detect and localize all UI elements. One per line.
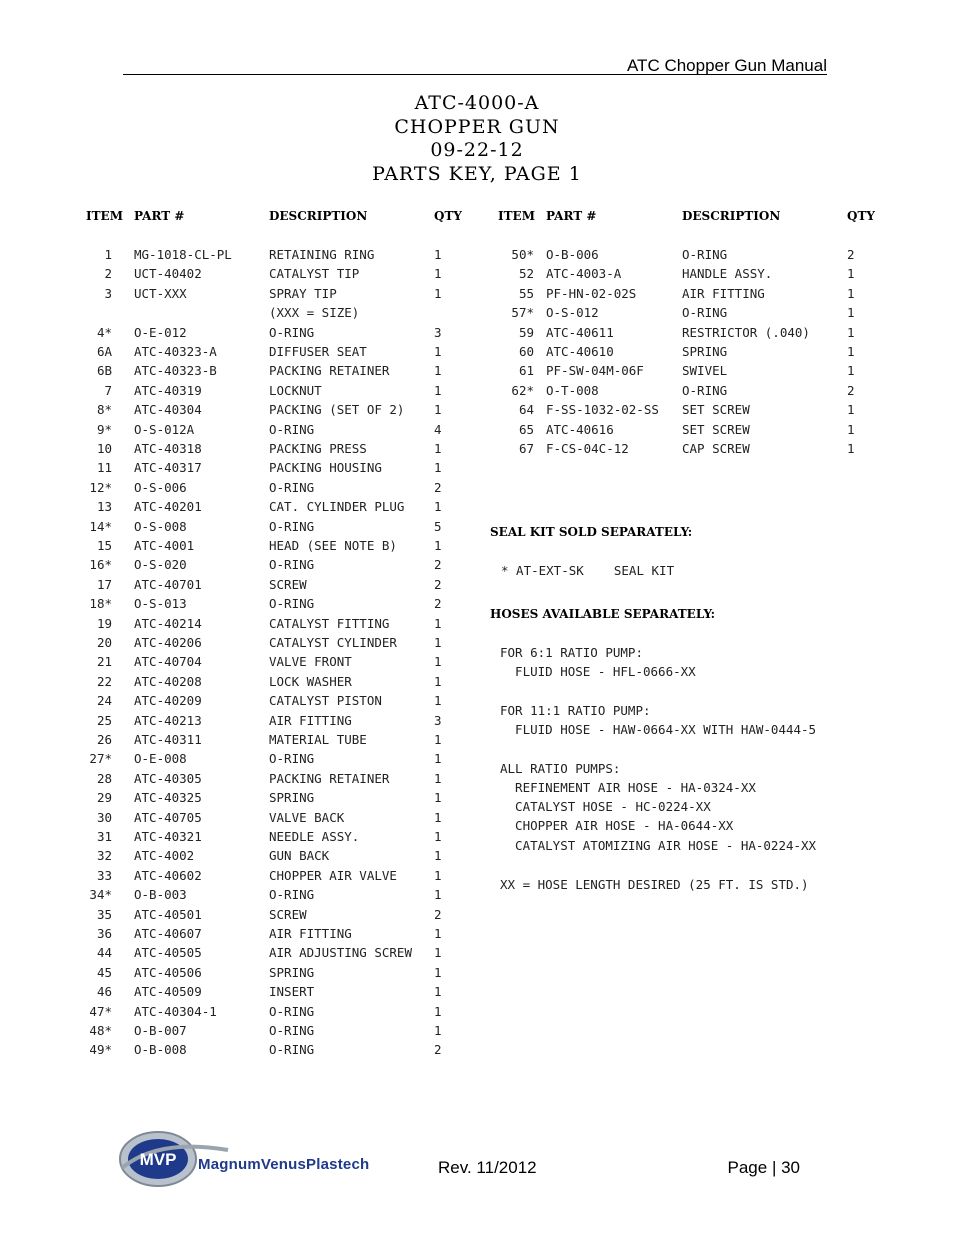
table-cell-qty: 1 bbox=[434, 344, 442, 359]
table-cell-part: O-S-020 bbox=[134, 557, 187, 573]
table-cell-part: ATC-40304 bbox=[134, 402, 202, 418]
logo-mark-text: MVP bbox=[139, 1150, 177, 1169]
table-cell-qty: 1 bbox=[847, 402, 855, 418]
table-cell-part: ATC-40321 bbox=[134, 829, 202, 844]
table-cell-part: ATC-4001 bbox=[134, 538, 195, 553]
table-cell-item: 36 bbox=[96, 926, 112, 941]
table-cell-item bbox=[86, 303, 112, 322]
table-cell-description: SWIVEL bbox=[682, 363, 728, 379]
company-name: MagnumVenusPlastech bbox=[198, 1156, 370, 1173]
table-cell-qty: 1 bbox=[847, 266, 855, 282]
table-cell-qty: 1 bbox=[434, 848, 442, 864]
table-cell-part: O-E-012 bbox=[134, 324, 187, 340]
table-cell-description: AIR ADJUSTING SCREW bbox=[269, 945, 412, 961]
table-cell-description: O-RING bbox=[269, 1023, 315, 1038]
table-cell-part: ATC-40701 bbox=[134, 576, 202, 592]
table-cell-qty: 2 bbox=[434, 906, 442, 922]
table-cell-description: CAT. CYLINDER PLUG bbox=[269, 499, 405, 515]
table-cell-description: MATERIAL TUBE bbox=[269, 732, 367, 747]
table-cell-description: O-RING bbox=[269, 479, 315, 495]
seal-kit-heading: SEAL KIT SOLD SEPARATELY: bbox=[490, 525, 693, 539]
table-cell-description: O-RING bbox=[269, 1042, 315, 1058]
table-cell-description: RESTRICTOR (.040) bbox=[682, 324, 810, 340]
table-cell-description: HANDLE ASSY. bbox=[682, 266, 773, 282]
table-cell-part: ATC-40323-A bbox=[134, 344, 217, 359]
left-header-qty: QTY bbox=[434, 209, 462, 223]
table-cell-item: 6B bbox=[96, 363, 112, 379]
table-cell-item: 46 bbox=[96, 984, 112, 1000]
table-cell-description: CHOPPER AIR VALVE bbox=[269, 867, 397, 883]
table-cell-part: O-T-008 bbox=[546, 382, 599, 398]
table-cell-description: RETAINING RING bbox=[269, 247, 375, 262]
table-cell-part: F-CS-04C-12 bbox=[546, 441, 629, 456]
table-cell-part: ATC-40506 bbox=[134, 964, 202, 980]
hose-note-line: REFINEMENT AIR HOSE - HA-0324-XX bbox=[500, 780, 756, 795]
table-cell-item: 47* bbox=[89, 1003, 112, 1019]
table-cell-description: O-RING bbox=[269, 557, 315, 573]
table-cell-qty: 1 bbox=[434, 693, 442, 709]
table-cell-item: 15 bbox=[96, 538, 112, 553]
table-cell-qty: 1 bbox=[434, 285, 442, 301]
table-cell-item: 44 bbox=[96, 945, 112, 961]
table-cell-part: PF-HN-02-02S bbox=[546, 285, 637, 301]
table-cell-qty: 1 bbox=[434, 538, 442, 553]
table-cell-qty: 1 bbox=[434, 964, 442, 980]
table-cell-part: O-S-008 bbox=[134, 518, 187, 534]
table-cell-qty: 1 bbox=[434, 460, 442, 476]
table-cell-qty: 1 bbox=[847, 363, 855, 379]
table-cell-description: O-RING bbox=[269, 324, 315, 340]
hose-note-line: CATALYST ATOMIZING AIR HOSE - HA-0224-XX bbox=[500, 838, 817, 853]
table-cell-description: O-RING bbox=[682, 247, 728, 262]
table-cell-qty: 1 bbox=[434, 1023, 442, 1038]
table-cell-qty: 1 bbox=[847, 441, 855, 456]
table-cell-qty: 1 bbox=[434, 945, 442, 961]
table-cell-qty: 2 bbox=[434, 557, 442, 573]
table-cell-item: 9* bbox=[96, 421, 112, 437]
table-cell-description: O-RING bbox=[682, 305, 728, 321]
table-cell-item: 3 bbox=[104, 285, 112, 301]
table-cell-description: SET SCREW bbox=[682, 402, 750, 418]
table-cell-item: 35 bbox=[96, 906, 112, 922]
table-cell-item: 10 bbox=[96, 441, 112, 456]
table-cell-item: 61 bbox=[518, 363, 534, 379]
table-cell-part: PF-SW-04M-06F bbox=[546, 363, 644, 379]
table-cell-part: ATC-40311 bbox=[134, 732, 202, 747]
table-cell-qty: 1 bbox=[847, 305, 855, 321]
table-cell-part: ATC-40317 bbox=[134, 460, 202, 476]
table-cell-description: SPRING bbox=[269, 790, 315, 806]
table-cell-qty: 2 bbox=[434, 1042, 442, 1058]
table-cell-part: ATC-40304-1 bbox=[134, 1003, 217, 1019]
table-cell-item: 11 bbox=[96, 460, 112, 476]
table-cell-qty: 1 bbox=[434, 673, 442, 689]
hose-note-line: CATALYST HOSE - HC-0224-XX bbox=[500, 799, 711, 814]
table-cell-qty: 1 bbox=[434, 382, 442, 398]
table-cell-description: PACKING (SET OF 2) bbox=[269, 402, 405, 418]
table-cell-item: 30 bbox=[96, 809, 112, 825]
table-cell-part: O-S-012 bbox=[546, 305, 599, 321]
table-cell-description: SPRING bbox=[682, 344, 728, 359]
table-cell-qty: 1 bbox=[434, 732, 442, 747]
table-cell-item: 2 bbox=[104, 266, 112, 282]
table-cell-item: 33 bbox=[96, 867, 112, 883]
table-cell-part: ATC-40325 bbox=[134, 790, 202, 806]
table-cell-part: ATC-40214 bbox=[134, 615, 202, 631]
table-cell-part: O-B-008 bbox=[134, 1042, 187, 1058]
table-cell-item: 17 bbox=[96, 576, 112, 592]
table-cell-item: 22 bbox=[96, 673, 112, 689]
table-cell-part: O-B-003 bbox=[134, 887, 187, 903]
table-cell-part: ATC-40705 bbox=[134, 809, 202, 825]
table-cell-part: ATC-40209 bbox=[134, 693, 202, 709]
table-cell-item: 29 bbox=[96, 790, 112, 806]
table-cell-qty: 1 bbox=[434, 247, 442, 262]
table-cell-description: NEEDLE ASSY. bbox=[269, 829, 360, 844]
table-cell-item: 60 bbox=[518, 344, 534, 359]
table-cell-qty: 2 bbox=[847, 247, 855, 262]
table-cell-qty: 1 bbox=[434, 1003, 442, 1019]
table-cell-qty: 1 bbox=[434, 809, 442, 825]
hose-note-line: FLUID HOSE - HAW-0664-XX WITH HAW-0444-5 bbox=[500, 722, 817, 737]
table-cell-qty: 1 bbox=[434, 363, 442, 379]
hose-note-line: CHOPPER AIR HOSE - HA-0644-XX bbox=[500, 818, 734, 833]
table-cell-part: ATC-40611 bbox=[546, 324, 614, 340]
table-cell-item: 7 bbox=[104, 382, 112, 398]
table-cell-qty: 1 bbox=[434, 654, 442, 670]
table-cell-item: 65 bbox=[518, 421, 534, 437]
title-parts-key: PARTS KEY, PAGE 1 bbox=[372, 162, 582, 185]
table-cell-part: ATC-40704 bbox=[134, 654, 202, 670]
table-cell-description: O-RING bbox=[269, 518, 315, 534]
page-number: Page | 30 bbox=[727, 1158, 800, 1177]
table-cell-qty: 1 bbox=[434, 829, 442, 844]
table-cell-item: 14* bbox=[89, 518, 112, 534]
table-cell-description: LOCK WASHER bbox=[269, 673, 352, 689]
table-cell-part: O-S-012A bbox=[134, 421, 195, 437]
right-header-part: PART # bbox=[546, 209, 597, 223]
table-cell-item: 24 bbox=[96, 693, 112, 709]
table-cell-item: 27* bbox=[89, 751, 112, 767]
table-cell-item: 25 bbox=[96, 712, 112, 728]
left-header-part: PART # bbox=[134, 209, 185, 223]
table-cell-qty: 3 bbox=[434, 712, 442, 728]
table-cell-qty: 1 bbox=[434, 751, 442, 767]
table-cell-qty: 1 bbox=[847, 344, 855, 359]
table-cell-qty: 2 bbox=[434, 479, 442, 495]
table-cell-part: ATC-4002 bbox=[134, 848, 195, 864]
table-cell-item: 55 bbox=[518, 285, 534, 301]
table-cell-qty: 1 bbox=[434, 402, 442, 418]
table-cell-part: O-B-007 bbox=[134, 1023, 187, 1038]
table-cell-description: O-RING bbox=[269, 751, 315, 767]
table-cell-description: O-RING bbox=[269, 887, 315, 903]
table-cell-description: PACKING RETAINER bbox=[269, 363, 390, 379]
table-cell-part: O-S-006 bbox=[134, 479, 187, 495]
table-cell-description: AIR FITTING bbox=[269, 712, 352, 728]
table-cell-description: O-RING bbox=[269, 1003, 315, 1019]
table-cell-description: INSERT bbox=[269, 984, 315, 1000]
table-cell-part: ATC-40305 bbox=[134, 770, 202, 786]
table-cell-qty: 1 bbox=[434, 266, 442, 282]
table-cell-description: HEAD (SEE NOTE B) bbox=[269, 538, 397, 553]
table-cell-item: 20 bbox=[96, 635, 112, 650]
table-cell-description: AIR FITTING bbox=[269, 926, 352, 941]
table-cell-part: UCT-40402 bbox=[134, 266, 202, 282]
table-cell-item: 52 bbox=[518, 266, 534, 282]
left-header-description: DESCRIPTION bbox=[269, 209, 368, 223]
table-cell-qty: 1 bbox=[434, 770, 442, 786]
table-cell-item: 19 bbox=[96, 615, 112, 631]
table-cell-qty: 2 bbox=[847, 382, 855, 398]
table-cell-item: 6A bbox=[96, 344, 112, 359]
table-cell-description: VALVE BACK bbox=[269, 809, 345, 825]
hoses-heading: HOSES AVAILABLE SEPARATELY: bbox=[490, 607, 715, 621]
table-cell-part: UCT-XXX bbox=[134, 285, 187, 301]
table-cell-description: CATALYST FITTING bbox=[269, 615, 390, 631]
revision-label: Rev. 11/2012 bbox=[438, 1158, 537, 1177]
table-cell-part: ATC-40509 bbox=[134, 984, 202, 1000]
table-cell-item: 26 bbox=[96, 732, 112, 747]
table-cell-part: ATC-40318 bbox=[134, 441, 202, 456]
table-cell-item: 16* bbox=[89, 557, 112, 573]
table-cell-description: (XXX = SIZE) bbox=[269, 305, 360, 321]
table-cell-part: ATC-40607 bbox=[134, 926, 202, 941]
table-cell-item: 18* bbox=[89, 596, 112, 612]
table-cell-part: ATC-40610 bbox=[546, 344, 614, 359]
right-header-item: ITEM bbox=[498, 209, 535, 223]
table-cell-description: SPRAY TIP bbox=[269, 285, 337, 301]
table-cell-item: 21 bbox=[96, 654, 112, 670]
table-cell-part: F-SS-1032-02-SS bbox=[546, 402, 659, 418]
table-cell-item: 45 bbox=[96, 964, 112, 980]
table-cell-description: PACKING HOUSING bbox=[269, 460, 382, 476]
table-cell-item: 48* bbox=[89, 1023, 112, 1038]
table-cell-qty: 1 bbox=[434, 926, 442, 941]
header-divider bbox=[123, 74, 827, 75]
table-cell-qty: 1 bbox=[434, 499, 442, 515]
table-cell-item: 49* bbox=[89, 1042, 112, 1058]
title-date: 09-22-12 bbox=[430, 139, 524, 161]
table-cell-part: ATC-40602 bbox=[134, 867, 202, 883]
table-cell-item: 57* bbox=[511, 305, 534, 321]
table-cell-item: 32 bbox=[96, 848, 112, 864]
table-cell-item: 1 bbox=[104, 247, 112, 262]
table-cell-description: PACKING RETAINER bbox=[269, 770, 390, 786]
table-cell-qty: 4 bbox=[434, 421, 442, 437]
title-product: CHOPPER GUN bbox=[394, 115, 560, 138]
table-cell-part: ATC-40208 bbox=[134, 673, 202, 689]
table-cell-part: O-S-013 bbox=[134, 596, 187, 612]
table-cell-description: LOCKNUT bbox=[269, 382, 322, 398]
table-cell-qty: 2 bbox=[434, 596, 442, 612]
hose-note-line: FOR 11:1 RATIO PUMP: bbox=[500, 703, 651, 718]
table-cell-part: MG-1018-CL-PL bbox=[134, 247, 232, 262]
table-cell-description: O-RING bbox=[682, 382, 728, 398]
right-header-qty: QTY bbox=[847, 209, 875, 223]
table-cell-item: 8* bbox=[96, 402, 112, 418]
table-cell-item: 13 bbox=[96, 499, 112, 515]
table-cell-description: CATALYST CYLINDER bbox=[269, 635, 397, 650]
table-cell-description: CAP SCREW bbox=[682, 441, 750, 456]
table-cell-part: ATC-40206 bbox=[134, 635, 202, 650]
table-cell-qty: 1 bbox=[847, 324, 855, 340]
table-cell-part: ATC-40323-B bbox=[134, 363, 217, 379]
table-cell-qty: 1 bbox=[434, 790, 442, 806]
table-cell-qty: 1 bbox=[847, 421, 855, 437]
table-cell-description: CATALYST TIP bbox=[269, 266, 360, 282]
hose-note-line: XX = HOSE LENGTH DESIRED (25 FT. IS STD.) bbox=[500, 877, 809, 892]
table-cell-qty: 2 bbox=[434, 576, 442, 592]
table-cell-item: 4* bbox=[96, 324, 112, 340]
table-cell-description: SCREW bbox=[269, 576, 307, 592]
table-cell-item: 12* bbox=[89, 479, 112, 495]
hose-note-line: FOR 6:1 RATIO PUMP: bbox=[500, 645, 643, 660]
left-header-item: ITEM bbox=[86, 209, 123, 223]
table-cell-item: 67 bbox=[518, 441, 534, 456]
right-header-description: DESCRIPTION bbox=[682, 209, 781, 223]
table-cell-description: DIFFUSER SEAT bbox=[269, 344, 367, 359]
table-cell-item: 31 bbox=[96, 829, 112, 844]
table-cell-description: O-RING bbox=[269, 596, 315, 612]
table-cell-qty: 1 bbox=[434, 867, 442, 883]
table-cell-qty: 1 bbox=[434, 615, 442, 631]
table-cell-qty: 1 bbox=[434, 441, 442, 456]
table-cell-part: O-E-008 bbox=[134, 751, 187, 767]
title-model: ATC-4000-A bbox=[414, 92, 540, 114]
table-cell-item: 28 bbox=[96, 770, 112, 786]
table-cell-part: ATC-40501 bbox=[134, 906, 202, 922]
table-cell-item: 34* bbox=[89, 887, 112, 903]
table-cell-item: 64 bbox=[518, 402, 534, 418]
hose-note-line: ALL RATIO PUMPS: bbox=[500, 761, 621, 776]
table-cell-description: GUN BACK bbox=[269, 848, 330, 864]
table-cell-item: 59 bbox=[518, 324, 534, 340]
table-cell-description: O-RING bbox=[269, 421, 315, 437]
table-cell-description: AIR FITTING bbox=[682, 285, 765, 301]
table-cell-part: ATC-40319 bbox=[134, 382, 202, 398]
table-cell-part: ATC-40213 bbox=[134, 712, 202, 728]
table-cell-part: ATC-40201 bbox=[134, 499, 202, 515]
table-cell-description: SET SCREW bbox=[682, 421, 750, 437]
table-cell-qty: 1 bbox=[434, 635, 442, 650]
table-cell-part: ATC-40616 bbox=[546, 421, 614, 437]
seal-kit-line: * AT-EXT-SK SEAL KIT bbox=[501, 563, 675, 578]
table-cell-description: PACKING PRESS bbox=[269, 441, 367, 456]
document-title bbox=[0, 92, 954, 186]
table-cell-description: SCREW bbox=[269, 906, 307, 922]
table-cell-description: CATALYST PISTON bbox=[269, 693, 382, 709]
table-cell-part: ATC-4003-A bbox=[546, 266, 622, 282]
table-cell-qty: 3 bbox=[434, 324, 442, 340]
table-cell-qty: 1 bbox=[434, 887, 442, 903]
table-cell-qty: 1 bbox=[434, 984, 442, 1000]
table-cell-item: 50* bbox=[511, 247, 534, 262]
table-cell-description: SPRING bbox=[269, 964, 315, 980]
table-cell-item: 62* bbox=[511, 382, 534, 398]
manual-title: ATC Chopper Gun Manual bbox=[626, 56, 827, 75]
hose-note-line: FLUID HOSE - HFL-0666-XX bbox=[500, 664, 696, 679]
table-cell-qty: 5 bbox=[434, 518, 442, 534]
table-cell-part: O-B-006 bbox=[546, 247, 599, 262]
table-cell-qty: 1 bbox=[847, 285, 855, 301]
table-cell-part: ATC-40505 bbox=[134, 945, 202, 961]
table-cell-description: VALVE FRONT bbox=[269, 654, 352, 670]
